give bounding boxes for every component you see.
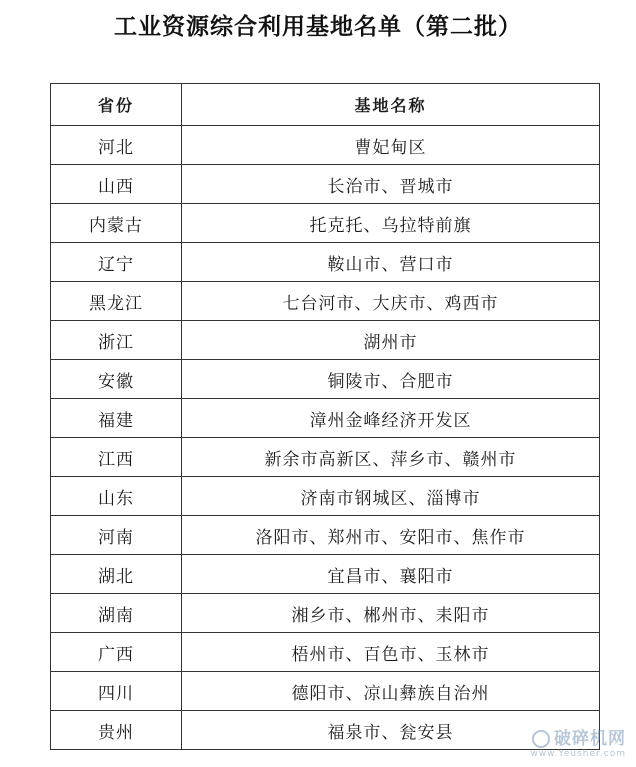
base-name-cell: 托克托、乌拉特前旗 bbox=[182, 204, 600, 243]
table-row bbox=[51, 126, 600, 165]
table-row bbox=[51, 243, 600, 282]
base-name-cell: 湘乡市、郴州市、耒阳市 bbox=[182, 594, 600, 633]
column-header-base-name: 基地名称 bbox=[182, 84, 600, 126]
table-row bbox=[51, 399, 600, 438]
table-row bbox=[51, 477, 600, 516]
table-row bbox=[51, 360, 600, 399]
province-cell: 山西 bbox=[51, 165, 182, 204]
base-name-cell: 七台河市、大庆市、鸡西市 bbox=[182, 282, 600, 321]
base-name-cell: 鞍山市、营口市 bbox=[182, 243, 600, 282]
table-row bbox=[51, 204, 600, 243]
table-row bbox=[51, 438, 600, 477]
province-cell: 福建 bbox=[51, 399, 182, 438]
province-cell: 辽宁 bbox=[51, 243, 182, 282]
base-name-cell: 济南市钢城区、淄博市 bbox=[182, 477, 600, 516]
base-list-table bbox=[50, 83, 600, 750]
province-cell: 四川 bbox=[51, 672, 182, 711]
province-cell: 贵州 bbox=[51, 711, 182, 750]
province-cell: 湖南 bbox=[51, 594, 182, 633]
base-name-cell: 长治市、晋城市 bbox=[182, 165, 600, 204]
base-name-cell: 曹妃甸区 bbox=[182, 126, 600, 165]
province-cell: 安徽 bbox=[51, 360, 182, 399]
province-cell: 江西 bbox=[51, 438, 182, 477]
base-name-cell: 洛阳市、郑州市、安阳市、焦作市 bbox=[182, 516, 600, 555]
document-title: 工业资源综合利用基地名单（第二批） bbox=[114, 14, 522, 40]
base-name-cell: 湖州市 bbox=[182, 321, 600, 360]
table-header-row bbox=[51, 84, 600, 126]
province-cell: 山东 bbox=[51, 477, 182, 516]
table-row bbox=[51, 672, 600, 711]
table-row bbox=[51, 633, 600, 672]
table-row bbox=[51, 282, 600, 321]
province-cell: 浙江 bbox=[51, 321, 182, 360]
watermark-logo-icon bbox=[532, 730, 550, 748]
province-cell: 黑龙江 bbox=[51, 282, 182, 321]
watermark-url: www.Yeusher.com bbox=[530, 749, 626, 759]
base-name-cell: 铜陵市、合肥市 bbox=[182, 360, 600, 399]
column-header-province: 省份 bbox=[51, 84, 182, 126]
table-row bbox=[51, 711, 600, 750]
base-name-cell: 漳州金峰经济开发区 bbox=[182, 399, 600, 438]
base-name-cell: 梧州市、百色市、玉林市 bbox=[182, 633, 600, 672]
site-watermark bbox=[530, 730, 626, 759]
base-name-cell: 福泉市、瓮安县 bbox=[182, 711, 600, 750]
watermark-text: 破碎机网 bbox=[554, 729, 626, 749]
table-row bbox=[51, 555, 600, 594]
table-row bbox=[51, 594, 600, 633]
base-name-cell: 德阳市、凉山彝族自治州 bbox=[182, 672, 600, 711]
base-name-cell: 新余市高新区、萍乡市、赣州市 bbox=[182, 438, 600, 477]
table-row bbox=[51, 516, 600, 555]
table-row bbox=[51, 321, 600, 360]
province-cell: 河南 bbox=[51, 516, 182, 555]
province-cell: 河北 bbox=[51, 126, 182, 165]
province-cell: 广西 bbox=[51, 633, 182, 672]
base-name-cell: 宜昌市、襄阳市 bbox=[182, 555, 600, 594]
province-cell: 湖北 bbox=[51, 555, 182, 594]
province-cell: 内蒙古 bbox=[51, 204, 182, 243]
table-row bbox=[51, 165, 600, 204]
